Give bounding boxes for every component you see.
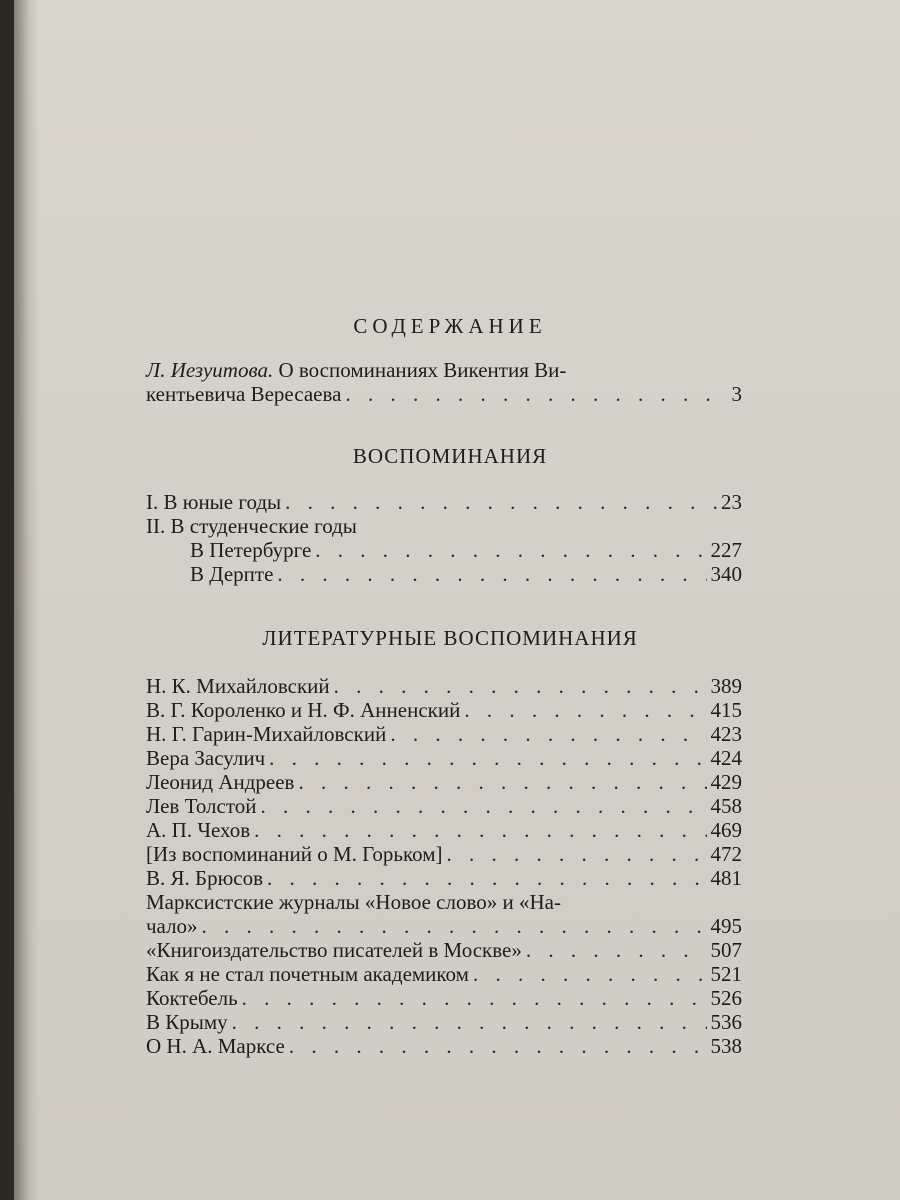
toc-entry[interactable] (146, 938, 742, 962)
leader-dots (289, 1034, 707, 1058)
toc-entry[interactable] (146, 962, 742, 986)
leader-dots (473, 962, 707, 986)
entry-title: I. В юные годы (146, 490, 282, 514)
toc-entry (146, 890, 742, 914)
toc-entry[interactable] (146, 674, 742, 698)
toc-entry[interactable] (146, 562, 742, 586)
book-spine-shadow (14, 0, 40, 1200)
leader-dots (315, 538, 706, 562)
entry-title: В. Г. Короленко и Н. Ф. Анненский (146, 698, 461, 722)
entry-page: 538 (710, 1034, 742, 1058)
section-heading-literary-memoirs: ЛИТЕРАТУРНЫЕ ВОСПОМИНАНИЯ (262, 626, 638, 650)
leader-dots (390, 722, 706, 746)
entry-page: 526 (710, 986, 742, 1010)
entry-page: 521 (710, 962, 742, 986)
entry-title: Лев Толстой (146, 794, 257, 818)
entry-title: О Н. А. Марксе (146, 1034, 285, 1058)
intro-line-1 (146, 358, 742, 382)
leader-dots (345, 382, 727, 406)
leader-dots (334, 674, 707, 698)
entry-page: 424 (710, 746, 742, 770)
leader-dots (447, 842, 707, 866)
entry-page: 340 (710, 562, 742, 586)
toc-entry[interactable] (146, 770, 742, 794)
leader-dots (254, 818, 706, 842)
leader-dots (269, 746, 706, 770)
intro-title-part2: кентьевича Вересаева (146, 382, 342, 406)
entry-page: 23 (721, 490, 742, 514)
intro-line-2 (146, 382, 742, 406)
toc-entry[interactable] (146, 866, 742, 890)
entry-title: [Из воспоминаний о М. Горьком] (146, 842, 443, 866)
toc-entry[interactable] (146, 746, 742, 770)
leader-dots (232, 1010, 707, 1034)
entry-title: В Крыму (146, 1010, 228, 1034)
entry-title: В Дерпте (190, 562, 274, 586)
toc-entry[interactable] (146, 698, 742, 722)
toc-entry[interactable] (146, 1034, 742, 1058)
leader-dots (277, 562, 706, 586)
leader-dots (261, 794, 707, 818)
toc-heading: СОДЕРЖАНИЕ (353, 314, 547, 338)
entry-page: 389 (710, 674, 742, 698)
entry-page: 429 (710, 770, 742, 794)
entry-page: 536 (710, 1010, 742, 1034)
leader-dots (526, 938, 707, 962)
toc-entry[interactable] (146, 818, 742, 842)
leader-dots (285, 490, 717, 514)
toc-entry (146, 514, 742, 538)
intro-author: Л. Иезуитова. (146, 358, 274, 382)
entry-page: 469 (710, 818, 742, 842)
toc-entry[interactable] (146, 986, 742, 1010)
entry-page: 423 (710, 722, 742, 746)
leader-dots (267, 866, 707, 890)
section-literary-list (146, 674, 742, 1058)
entry-title: В Петербурге (190, 538, 312, 562)
section-memoirs-list (146, 490, 742, 586)
toc-entry[interactable] (146, 722, 742, 746)
entry-page: 507 (710, 938, 742, 962)
toc-entry[interactable] (146, 1010, 742, 1034)
entry-title: А. П. Чехов (146, 818, 251, 842)
section-heading-memoirs: ВОСПОМИНАНИЯ (352, 444, 548, 468)
leader-dots (242, 986, 707, 1010)
intro-title-part1: О воспоминаниях Викентия Ви- (278, 358, 567, 382)
entry-title: Коктебель (146, 986, 238, 1010)
entry-title: Марксистские журналы «Новое слово» и «На- (146, 890, 561, 914)
entry-title: «Книгоиздательство писателей в Москве» (146, 938, 522, 962)
entry-page: 415 (710, 698, 742, 722)
entry-title: Н. К. Михайловский (146, 674, 330, 698)
entry-title: Н. Г. Гарин-Михайловский (146, 722, 387, 746)
leader-dots (298, 770, 706, 794)
leader-dots (464, 698, 706, 722)
entry-title: В. Я. Брюсов (146, 866, 263, 890)
entry-page: 495 (710, 914, 742, 938)
toc-entry[interactable] (146, 490, 742, 514)
toc-entry[interactable] (146, 794, 742, 818)
entry-title: чало» (146, 914, 198, 938)
entry-title: II. В студенческие годы (146, 514, 357, 538)
intro-entry (146, 358, 742, 406)
entry-page: 227 (710, 538, 742, 562)
intro-page: 3 (731, 382, 742, 406)
entry-title: Леонид Андреев (146, 770, 295, 794)
entry-page: 481 (710, 866, 742, 890)
toc-entry[interactable] (146, 914, 742, 938)
leader-dots (202, 914, 707, 938)
entry-page: 472 (710, 842, 742, 866)
entry-title: Как я не стал почетным академиком (146, 962, 469, 986)
entry-page: 458 (710, 794, 742, 818)
toc-entry[interactable] (146, 538, 742, 562)
entry-title: Вера Засулич (146, 746, 266, 770)
toc-entry[interactable] (146, 842, 742, 866)
